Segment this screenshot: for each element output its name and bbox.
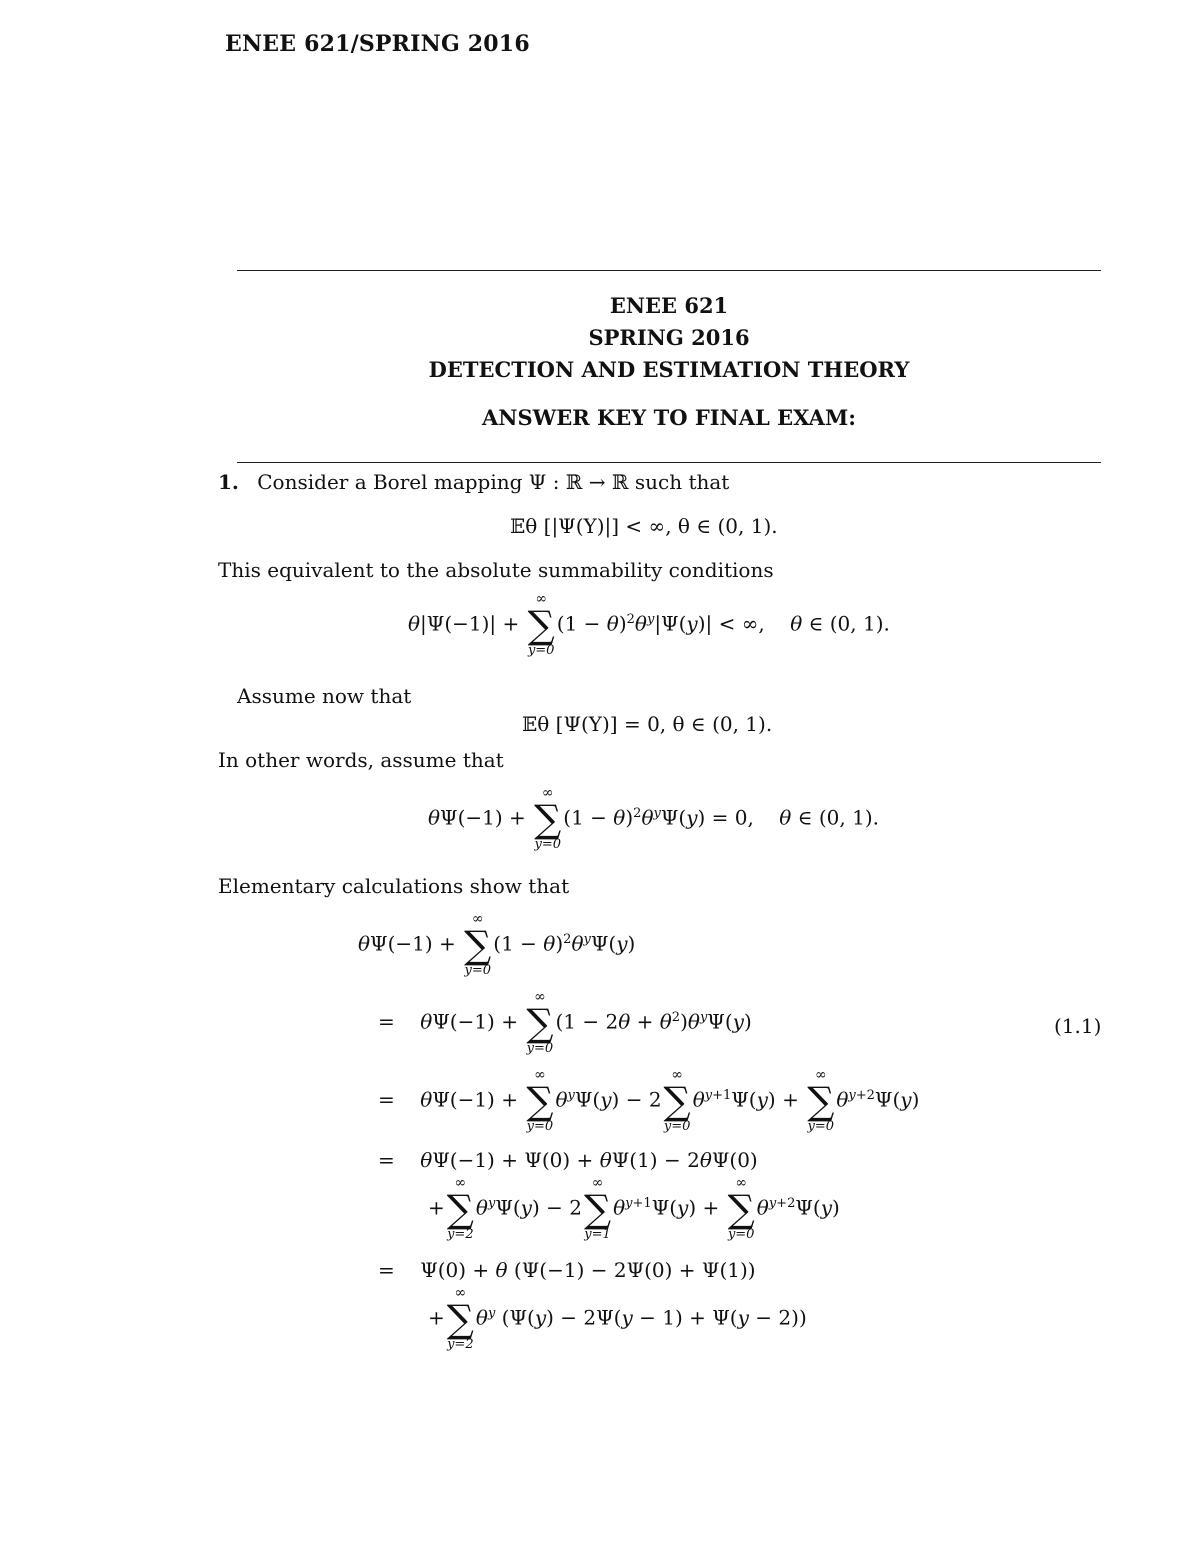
problem-number: 1.: [218, 470, 239, 494]
top-rule: [237, 270, 1101, 271]
paragraph-other-words: In other words, assume that: [218, 748, 504, 772]
derivation-line-2: = θΨ(−1) + ∞ ∑ y=0 $\theta^y\Psi(y) - 2$ ∞ ∑ y=0 $\theta^{y+1}\Psi(y)$ + ∞ ∑ y=0 $\theta^{y+2}\Psi(y)$: [378, 1067, 920, 1134]
problem-intro: [218, 470, 729, 494]
equation-series-zero: θΨ(−1) + ∞ ∑ y=0 $(1 - \theta)^2\theta^y\Psi(y) = 0$, θ ∈ (0, 1).: [428, 785, 879, 852]
derivation-line-3: = θΨ(−1) + Ψ(0) + θΨ(1) − 2θΨ(0): [378, 1148, 758, 1172]
sum-operator: ∞ ∑ y=0: [464, 911, 492, 978]
paragraph-summability: This equivalent to the absolute summability conditions: [218, 558, 774, 582]
intro-text: Consider a Borel mapping Ψ : ℝ → ℝ such that: [257, 470, 730, 494]
subject-title: DETECTION AND ESTIMATION THEORY: [428, 357, 910, 382]
sum-operator: ∞ ∑ y=0: [663, 1067, 691, 1134]
sum-operator: ∞ ∑ y=0: [526, 989, 554, 1056]
paragraph-assume: Assume now that: [237, 684, 412, 708]
sum-operator: ∞ ∑ y=0: [526, 1067, 554, 1134]
sum-operator: ∞ ∑ y=2: [446, 1175, 474, 1242]
equation-expectation-abs: 𝔼θ [|Ψ(Y)|] < ∞, θ ∈ (0, 1).: [510, 514, 778, 538]
term-title: SPRING 2016: [588, 325, 750, 350]
derivation-line-0: θΨ(−1) + ∞ ∑ y=0 $(1 - \theta)^2\theta^y\Psi(y)$: [358, 911, 636, 978]
derivation-line-4b: + ∞ ∑ y=2 $\theta^y$ (Ψ(y) − 2Ψ(y − 1) + Ψ(y − 2)): [428, 1285, 807, 1352]
equation-summability: θ|Ψ(−1)| + ∞ ∑ y=0 $(1 - \theta)^2\theta^y|\Psi(y)|$ < ∞, θ ∈ (0, 1).: [408, 591, 890, 658]
sum-operator: ∞ ∑ y=0: [807, 1067, 835, 1134]
sum-operator: ∞ ∑ y=1: [583, 1175, 612, 1242]
derivation-line-1: = θΨ(−1) + ∞ ∑ y=0 $(1 - 2\theta + \theta^2)\theta^y\Psi(y)$: [378, 989, 752, 1056]
sum-operator: ∞ ∑ y=0: [534, 785, 562, 852]
course-title: ENEE 621: [609, 293, 729, 318]
answer-key-heading: ANSWER KEY TO FINAL EXAM:: [482, 405, 856, 430]
equation-expectation-zero: 𝔼θ [Ψ(Y)] = 0, θ ∈ (0, 1).: [522, 712, 773, 736]
derivation-line-3b: + ∞ ∑ y=2 $\theta^y\Psi(y) - 2$ ∞ ∑ y=1 $\theta^{y+1}\Psi(y)$ + ∞ ∑ y=0 $\theta^{y+2}\Psi(y)$: [428, 1175, 840, 1242]
sum-operator: ∞ ∑ y=0: [527, 591, 555, 658]
sum-operator: ∞ ∑ y=2: [446, 1285, 474, 1352]
derivation-line-4: = Ψ(0) + θ (Ψ(−1) − 2Ψ(0) + Ψ(1)): [378, 1258, 756, 1282]
paragraph-elementary: Elementary calculations show that: [218, 874, 570, 898]
sum-operator: ∞ ∑ y=0: [727, 1175, 755, 1242]
running-head: ENEE 621/SPRING 2016: [225, 31, 530, 57]
title-block: [237, 290, 1101, 434]
bottom-rule: [237, 462, 1101, 463]
equation-number: (1.1): [1054, 1014, 1102, 1038]
